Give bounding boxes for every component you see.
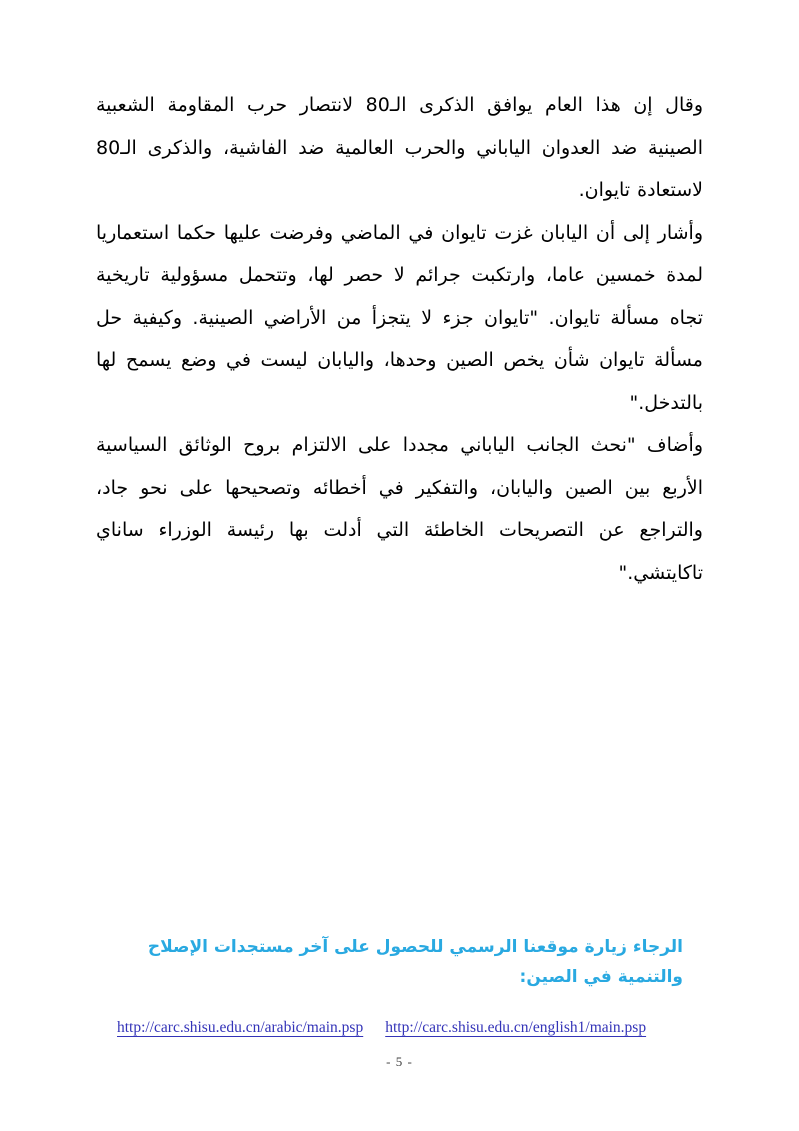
page-number: - 5 - <box>386 1054 413 1069</box>
page-footer <box>96 932 703 1070</box>
article-body <box>96 84 703 594</box>
footer-links <box>96 1018 703 1038</box>
arabic-site-link[interactable]: http://carc.shisu.edu.cn/arabic/main.psp <box>117 1019 364 1036</box>
english-site-link[interactable]: http://carc.shisu.edu.cn/english1/main.psp <box>385 1019 647 1036</box>
visit-site-cta: الرجاء زيارة موقعنا الرسمي للحصول على آخر مستجدات الإصلاح والتنمية في الصين: <box>147 937 683 987</box>
paragraph-1: وقال إن هذا العام يوافق الذكرى الـ80 لانتصار حرب المقاومة الشعبية الصينية ضد العدوان الياباني والحرب العالمية ضد الفاشية، والذكرى الـ80 لاستعادة تايوان. <box>96 94 704 201</box>
paragraph-2: وأشار إلى أن اليابان غزت تايوان في الماضي وفرضت عليها حكما استعماريا لمدة خمسين عاما، وارتكبت جرائم لا حصر لها، وتتحمل مسؤولية تاريخية تجاه مسألة تايوان. "تايوان جزء لا يتجزأ من الأراضي الصينية. وكيفية حل مسألة تايوان شأن يخص الصين وحدها، واليابان ليست في وضع يسمح لها بالتدخل." <box>96 221 703 414</box>
paragraph-3: وأضاف "نحث الجانب الياباني مجددا على الالتزام بروح الوثائق السياسية الأربع بين الصين واليابان، والتفكير في أخطائه وتصحيحها على نحو جاد، والتراجع عن التصريحات الخاطئة التي أدلت بها رئيسة الوزراء ساناي تاكايتشي." <box>96 434 703 584</box>
